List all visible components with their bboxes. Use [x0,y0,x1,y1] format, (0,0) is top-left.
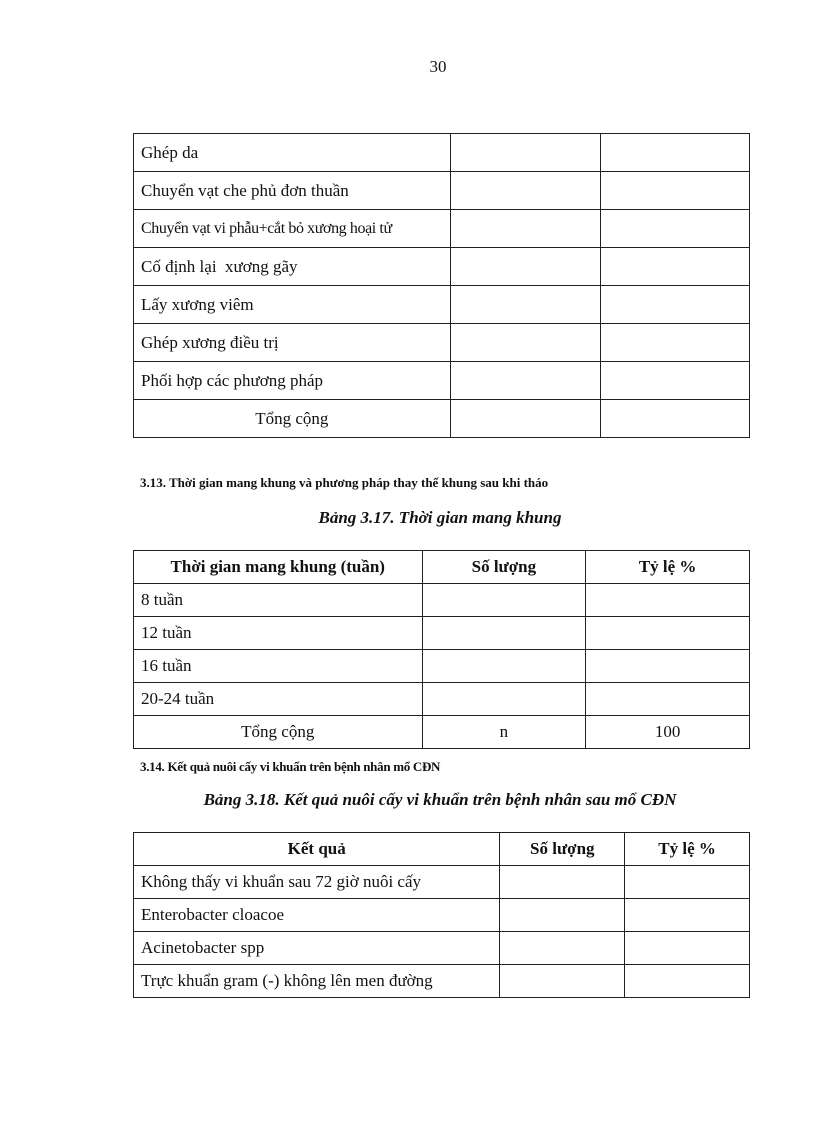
table-row [134,134,750,172]
table-cell [450,172,601,210]
table-cell [625,932,750,965]
table-cell [450,324,601,362]
table-cell: Lấy xương viêm [134,286,451,324]
table-cell [601,210,750,248]
table-cell [500,899,625,932]
section-heading-3-14: 3.14. Kết quả nuôi cấy vi khuẩn trên bệnh nhân mổ CĐN [140,759,441,774]
column-header: Kết quả [134,833,500,866]
table-header-row [134,833,750,866]
table-row [134,362,750,400]
table-row [134,932,750,965]
table-cell [601,362,750,400]
table-cell: Ghép xương điều trị [134,324,451,362]
table-cell [422,650,586,683]
table-cell [422,683,586,716]
treatment-methods-table [133,133,750,438]
table-cell [601,286,750,324]
table-cell [601,134,750,172]
table-cell [500,965,625,998]
column-header: Số lượng [422,551,586,584]
table-cell: Ghép da [134,134,451,172]
table-cell [586,683,750,716]
table-cell [450,286,601,324]
page-number: 30 [429,57,447,76]
table-row [134,324,750,362]
table-cell [601,248,750,286]
table-row [134,248,750,286]
table-cell [500,866,625,899]
table-cell [450,248,601,286]
table-row [134,866,750,899]
table-cell [586,650,750,683]
table-cell [450,210,601,248]
table-cell: 100 [586,716,750,749]
table-cell: Cố định lại xương gãy [134,248,451,286]
table-cell [450,362,601,400]
table-row [134,965,750,998]
table-cell: Phối hợp các phương pháp [134,362,451,400]
table-cell: Trực khuẩn gram (-) không lên men đường [134,965,500,998]
table-cell: 8 tuần [134,584,423,617]
table-cell [586,584,750,617]
table-cell [450,134,601,172]
table-cell [422,584,586,617]
table-cell: 16 tuần [134,650,423,683]
table-cell: 12 tuần [134,617,423,650]
table-cell: Acinetobacter spp [134,932,500,965]
table-row [134,400,750,438]
table-cell: Chuyển vạt che phủ đơn thuần [134,172,451,210]
column-header: Số lượng [500,833,625,866]
table-cell [625,899,750,932]
table-caption-3-17: Bảng 3.17. Thời gian mang khung [318,508,562,527]
table-row [134,286,750,324]
table-row [134,210,750,248]
table-cell [625,965,750,998]
table-cell: Tổng cộng [134,400,451,438]
table-cell: Chuyển vạt vi phẫu+cắt bỏ xương hoại tử [134,210,451,248]
table-caption-3-18: Bảng 3.18. Kết quả nuôi cấy vi khuẩn trên bệnh nhân sau mổ CĐN [203,790,677,809]
table-row [134,683,750,716]
table-cell [601,324,750,362]
table-cell: n [422,716,586,749]
column-header: Tỷ lệ % [625,833,750,866]
column-header: Thời gian mang khung (tuần) [134,551,423,584]
table-cell [422,617,586,650]
table-cell [625,866,750,899]
frame-duration-table [133,550,750,749]
table-cell: Tổng cộng [134,716,423,749]
column-header: Tỷ lệ % [586,551,750,584]
table-cell [586,617,750,650]
table-row [134,716,750,749]
table-cell [500,932,625,965]
table-cell [601,172,750,210]
table-row [134,617,750,650]
table-cell [450,400,601,438]
table-row [134,584,750,617]
table-cell [601,400,750,438]
section-heading-3-13: 3.13. Thời gian mang khung và phương pháp thay thế khung sau khi tháo [140,475,549,490]
bacterial-culture-table [133,832,750,998]
table-cell: Enterobacter cloacoe [134,899,500,932]
table-cell: Không thấy vi khuẩn sau 72 giờ nuôi cấy [134,866,500,899]
table-row [134,172,750,210]
table-header-row [134,551,750,584]
table-row [134,899,750,932]
table-row [134,650,750,683]
table-cell: 20-24 tuần [134,683,423,716]
